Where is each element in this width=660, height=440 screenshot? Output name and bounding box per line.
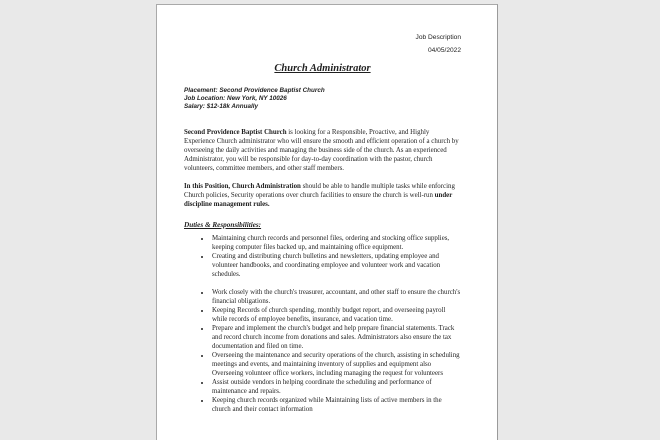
document-header: [184, 32, 461, 57]
duty-item: • Prepare and implement the church's budget and help prepare financial statements. Track and record church income from donations and sales. Administrators also ensure the tax documentation and filed on time.: [211, 324, 461, 351]
duty-item: • Keeping Records of church spending, monthly budget report, and overseeing payroll while records of employee benefits, insurance, and vacation time.: [211, 306, 461, 324]
duty-item: • Assist outside vendors in helping coordinate the scheduling and performance of maintenance and repairs.: [211, 378, 461, 396]
location-line: Job Location: New York, NY 10026: [184, 95, 287, 102]
duty-item: • Maintaining church records and personnel files, ordering and stocking office supplies, keeping computer files backed up, and maintaining office equipment.: [211, 234, 461, 252]
position-paragraph: [184, 182, 461, 209]
placement-line: Placement: Second Providence Baptist Church: [184, 87, 325, 94]
duty-item: • Creating and distributing church bulletins and newsletters, updating employee and volunteer handbooks, and coordinating employee and volunteer work and vacation schedules.: [211, 252, 461, 279]
doc-date: 04/05/2022: [427, 46, 461, 54]
intro-lead-bold: Second Providence Baptist Church: [184, 129, 287, 136]
duties-list-1: [184, 234, 461, 279]
doc-type-label: Job Description: [415, 34, 461, 41]
document-title: Church Administrator: [274, 63, 371, 74]
duty-item: • Keeping church records organized while Maintaining lists of active members in the church and their contact information: [211, 396, 461, 414]
position-middle: should be able to handle multiple tasks while enforcing Church policies, Security operations over church facilities to ensure the church is well-run: [184, 183, 455, 199]
position-bold-end: under discipline management rules.: [184, 192, 453, 208]
salary-line: Salary: $12-18k Annually: [184, 103, 258, 110]
intro-paragraph: [184, 128, 461, 173]
job-meta-block: [184, 87, 461, 111]
intro-rest: is looking for a Responsible, Proactive, and Highly Experience Church administrator who will ensure the smooth and efficient operation of a church by overseeing the daily activities and managing the business side of the church. As an experienced Administrator, you will be responsible for day-to-day coordination with the pastor, church volunteers, committee members, and other staff members.: [184, 129, 459, 172]
duty-item: • Overseeing the maintenance and security operations of the church, assisting in scheduling meetings and events, and maintaining inventory of supplies and equipment also Overseeing volunteer office workers, including managing the request for volunteers: [211, 351, 461, 378]
document-page: [156, 4, 498, 440]
position-bold-start: In this Position, Church Administration: [184, 183, 301, 190]
duty-item: • Work closely with the church's treasurer, accountant, and other staff to ensure the church's financial obligations.: [211, 288, 461, 306]
duties-heading: Duties & Responsibilities:: [184, 221, 262, 229]
duties-list-2: [184, 288, 461, 414]
